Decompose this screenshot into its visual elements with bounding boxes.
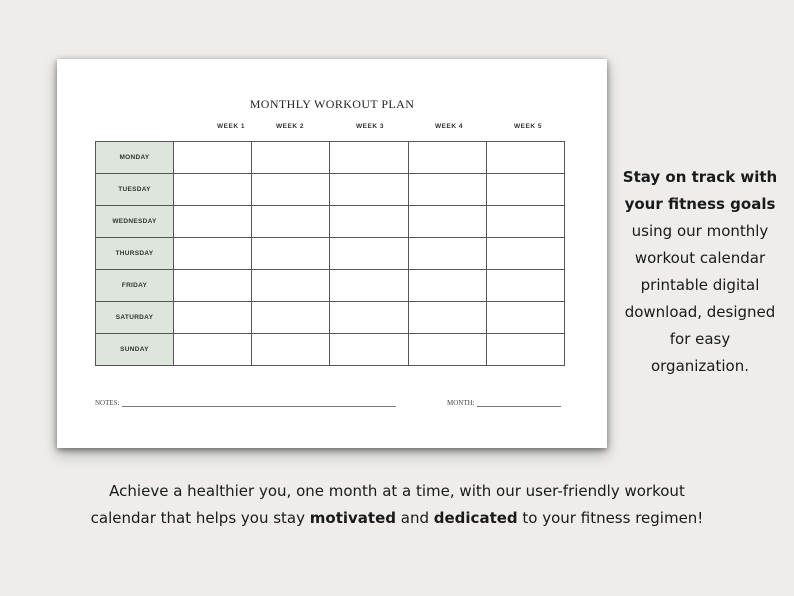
grid-cell <box>330 206 408 238</box>
grid-cell <box>330 270 408 302</box>
grid-cell <box>408 302 486 334</box>
side-description-bold: Stay on track with your fitness goals <box>622 168 778 213</box>
day-label-thursday: THURSDAY <box>96 238 174 270</box>
day-label-tuesday: TUESDAY <box>96 174 174 206</box>
bottom-text-dedicated: dedicated <box>433 509 518 527</box>
week-header-5: WEEK 5 <box>514 123 542 130</box>
grid-cell <box>174 142 252 174</box>
week-header-1: WEEK 1 <box>217 123 245 130</box>
day-label-saturday: SATURDAY <box>96 302 174 334</box>
bottom-text-part1: Achieve a healthier you, one month at a time, with our user-friendly workout calendar that helps you stay <box>90 482 685 527</box>
workout-plan-printable <box>57 59 607 448</box>
grid-cell <box>174 206 252 238</box>
grid-cell <box>252 206 330 238</box>
grid-cell <box>486 174 564 206</box>
workout-grid <box>95 141 565 366</box>
bottom-description <box>80 478 714 532</box>
grid-cell <box>408 238 486 270</box>
grid-cell <box>486 302 564 334</box>
day-label-monday: MONDAY <box>96 142 174 174</box>
notes-field <box>95 399 396 407</box>
grid-cell <box>252 238 330 270</box>
grid-cell <box>252 270 330 302</box>
week-header-2: WEEK 2 <box>276 123 304 130</box>
grid-cell <box>486 334 564 366</box>
grid-cell <box>174 302 252 334</box>
grid-cell <box>408 174 486 206</box>
grid-row-saturday <box>96 302 565 334</box>
grid-cell <box>330 142 408 174</box>
grid-cell <box>252 302 330 334</box>
grid-cell <box>330 238 408 270</box>
grid-row-thursday <box>96 238 565 270</box>
grid-cell <box>330 302 408 334</box>
grid-cell <box>252 174 330 206</box>
grid-row-monday <box>96 142 565 174</box>
notes-label: NOTES: <box>95 399 120 407</box>
day-label-sunday: SUNDAY <box>96 334 174 366</box>
week-header-3: WEEK 3 <box>356 123 384 130</box>
grid-cell <box>330 334 408 366</box>
month-label: MONTH: <box>447 399 475 407</box>
bottom-text-part3: to your fitness regimen! <box>517 509 704 527</box>
grid-cell <box>408 206 486 238</box>
grid-cell <box>174 270 252 302</box>
grid-cell <box>330 174 408 206</box>
grid-cell <box>408 270 486 302</box>
plan-title: MONTHLY WORKOUT PLAN <box>249 97 415 111</box>
grid-cell <box>408 142 486 174</box>
grid-cell <box>174 334 252 366</box>
grid-cell <box>486 270 564 302</box>
grid-row-friday <box>96 270 565 302</box>
grid-row-tuesday <box>96 174 565 206</box>
grid-cell <box>486 142 564 174</box>
grid-cell <box>486 238 564 270</box>
day-label-friday: FRIDAY <box>96 270 174 302</box>
bottom-text-part2: and <box>396 509 434 527</box>
grid-row-wednesday <box>96 206 565 238</box>
grid-cell <box>174 238 252 270</box>
grid-row-sunday <box>96 334 565 366</box>
bottom-text-motivated: motivated <box>309 509 396 527</box>
month-rule <box>477 400 561 407</box>
week-header-4: WEEK 4 <box>435 123 463 130</box>
grid-cell <box>174 174 252 206</box>
month-field <box>447 399 561 407</box>
grid-cell <box>252 142 330 174</box>
day-label-wednesday: WEDNESDAY <box>96 206 174 238</box>
notes-rule <box>122 400 396 407</box>
side-description <box>622 164 778 380</box>
grid-cell <box>408 334 486 366</box>
grid-cell <box>252 334 330 366</box>
grid-cell <box>486 206 564 238</box>
side-description-rest: using our monthly workout calendar printable digital download, designed for easy organization. <box>624 222 776 375</box>
